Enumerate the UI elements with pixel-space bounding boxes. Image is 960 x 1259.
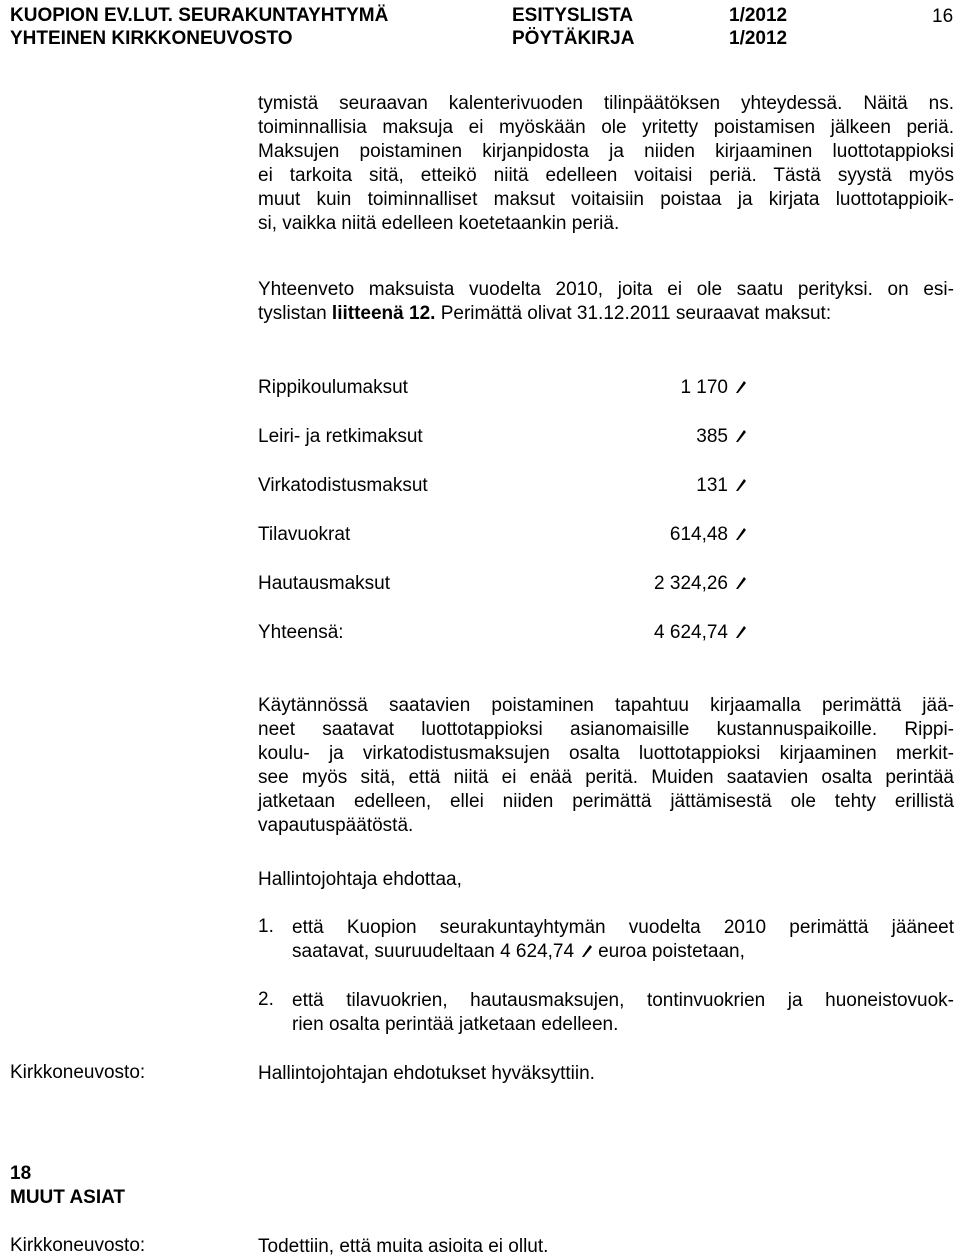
decision-text: Todettiin, että muita asioita ei ollut. <box>258 1236 549 1257</box>
paragraph-practice <box>258 694 954 839</box>
text-line: rien osalta perintää jatketaan edelleen. <box>292 1014 619 1036</box>
fee-amount <box>680 377 746 399</box>
text-line: Maksujen poistaminen kirjanpidosta ja niiden kirjaaminen luottotappioksi <box>258 141 954 163</box>
text-line: Käytännössä saatavien poistaminen tapahtuu kirjaamalla perimättä jää- <box>258 695 954 716</box>
fee-label: Hautausmaksut <box>258 573 391 594</box>
header-organization: KUOPION EV.LUT. SEURAKUNTAYHTYMÄ <box>10 5 389 26</box>
fee-amount <box>696 475 746 497</box>
text-line: Yhteenveto maksuista vuodelta 2010, joita ei ole saatu perityksi. on esi- <box>258 279 954 300</box>
euro-icon <box>734 477 746 491</box>
text-fragment: euroa poistetaan, <box>598 941 745 963</box>
text-line: neet saatavat luottotappioksi asianomaisille kustannuspaikoille. Rippi- <box>258 719 954 741</box>
fee-label: Tilavuokrat <box>258 524 351 545</box>
section-number: 18 <box>10 1163 32 1184</box>
text-line: vapautuspäätöstä. <box>258 815 414 837</box>
proposal-intro: Hallintojohtaja ehdottaa, <box>258 869 462 890</box>
proposal-number: 1. <box>258 916 274 937</box>
euro-icon <box>734 526 746 540</box>
fee-amount <box>654 573 746 595</box>
decision-label: Kirkkoneuvosto: <box>10 1062 146 1083</box>
decision-label: Kirkkoneuvosto: <box>10 1235 146 1256</box>
proposal-text <box>292 989 954 1037</box>
fee-amount-value: 1 170 <box>680 377 728 398</box>
fee-amount <box>696 426 746 448</box>
proposal-text <box>292 916 954 964</box>
text-line: toiminnallisia maksuja ei myöskään ole yritetty poistamisen jälkeen periä. <box>258 117 954 139</box>
fee-label: Rippikoulumaksut <box>258 377 408 398</box>
text-line: että tilavuokrien, hautausmaksujen, tontinvuokrien ja huoneistovuok- <box>292 990 954 1011</box>
paragraph-intro <box>258 92 954 237</box>
text-line: tymistä seuraavan kalenterivuoden tilinpäätöksen yhteydessä. Näitä ns. <box>258 93 954 114</box>
text-line: si, vaikka niitä edelleen koetetaankin periä. <box>258 213 620 235</box>
header-agenda-number: 1/2012 <box>729 5 788 26</box>
euro-icon <box>734 575 746 589</box>
text-line: jatketaan edelleen, ellei niiden perimättä jättämisestä ole tehty erillistä <box>258 791 954 813</box>
fee-amount-value: 4 624,74 <box>654 622 728 643</box>
text-fragment: Perimättä olivat 31.12.2011 seuraavat maksut: <box>435 303 832 325</box>
page-number: 16 <box>932 6 954 27</box>
euro-icon <box>734 428 746 442</box>
header-doc-type-agenda: ESITYSLISTA <box>512 5 634 26</box>
text-line: see myös sitä, että niitä ei enää peritä. Muiden saatavien osalta perintää <box>258 767 954 789</box>
fee-total-amount <box>654 622 746 644</box>
euro-icon <box>580 943 592 957</box>
text-fragment: saatavat, suuruudeltaan 4 624,74 <box>292 941 575 963</box>
header-council: YHTEINEN KIRKKONEUVOSTO <box>10 28 293 49</box>
euro-icon <box>734 379 746 393</box>
fee-amount-value: 131 <box>696 475 728 496</box>
header-doc-type-minutes: PÖYTÄKIRJA <box>512 28 635 49</box>
euro-icon <box>734 624 746 638</box>
fee-amount-value: 2 324,26 <box>654 573 728 594</box>
fee-total-label: Yhteensä: <box>258 622 344 643</box>
text-line <box>258 302 954 326</box>
fee-label: Virkatodistusmaksut <box>258 475 428 496</box>
text-line: ei tarkoita sitä, etteikö niitä edelleen voitaisi periä. Tästä syystä myös <box>258 165 954 187</box>
fee-label: Leiri- ja retkimaksut <box>258 426 423 447</box>
text-line: koulu- ja virkatodistusmaksujen osalta luottotappioksi kirjaaminen merkit- <box>258 743 954 765</box>
header-minutes-number: 1/2012 <box>729 28 788 49</box>
section-title: MUUT ASIAT <box>10 1187 126 1208</box>
text-fragment: tyslistan <box>258 303 332 325</box>
fee-amount <box>670 524 746 546</box>
paragraph-summary <box>258 278 954 326</box>
text-line: että Kuopion seurakuntayhtymän vuodelta 2010 perimättä jääneet <box>292 917 954 938</box>
decision-text: Hallintojohtajan ehdotukset hyväksyttiin. <box>258 1063 595 1084</box>
attachment-reference: liitteenä 12. <box>331 303 436 325</box>
fee-amount-value: 385 <box>696 426 728 447</box>
text-line: muut kuin toiminnalliset maksut voitaisiin poistaa ja kirjata luottotappioik- <box>258 189 954 211</box>
proposal-number: 2. <box>258 989 274 1010</box>
text-line <box>292 940 954 964</box>
fee-amount-value: 614,48 <box>669 524 728 545</box>
